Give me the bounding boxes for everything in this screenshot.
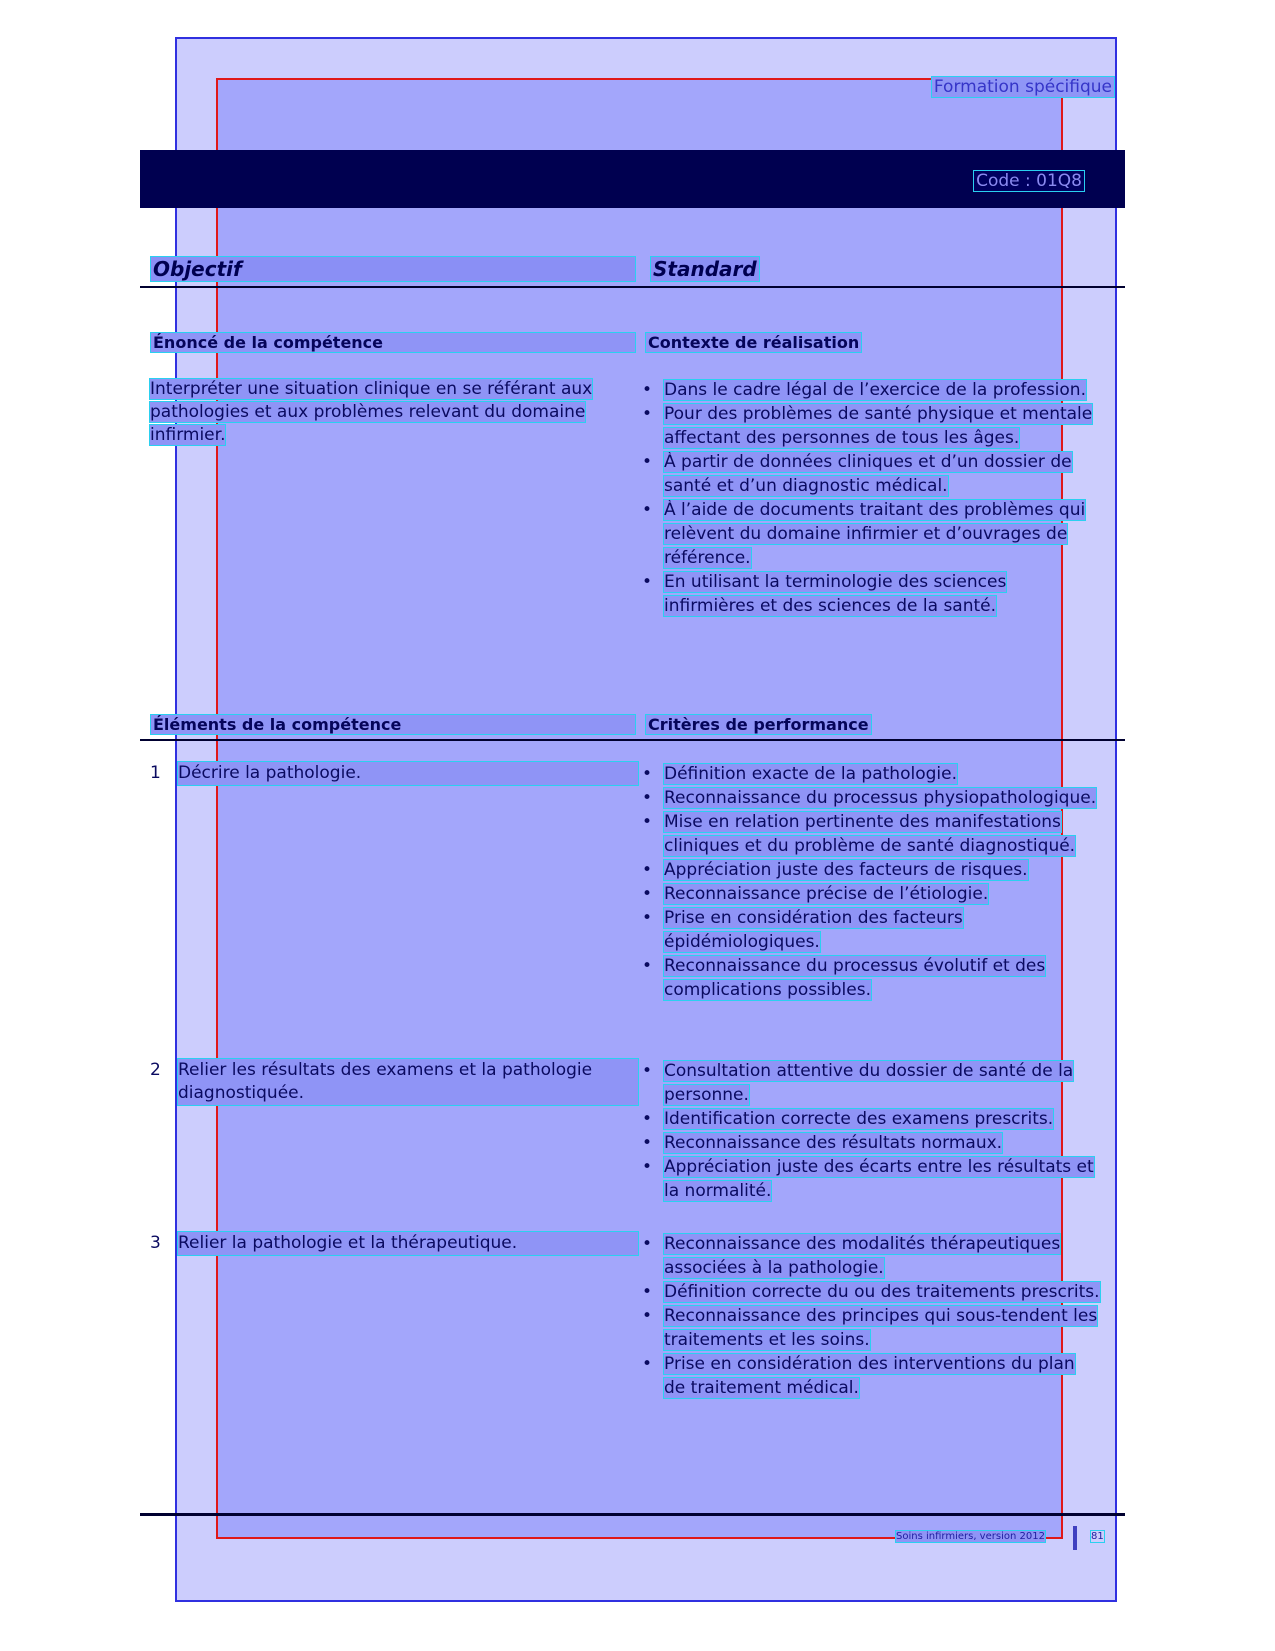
element-text: Relier les résultats des examens et la pathologie diagnostiquée. [178,1059,638,1105]
list-item: • Prise en considération des facteurs épidémiologiques. [640,906,1100,954]
footer-separator [1073,1526,1077,1550]
context-list [640,378,1100,618]
statement-line: Interpréter une situation clinique en se référant aux [150,379,593,399]
element-number: 1 [150,763,161,783]
list-item: • Définition exacte de la pathologie. [640,762,1100,786]
element-number: 2 [150,1060,161,1080]
list-item: • Mise en relation pertinente des manifestations cliniques et du problème de santé diagnostiqué. [640,810,1100,858]
criteria-list [640,1059,1100,1203]
list-item: • Reconnaissance du processus évolutif et des complications possibles. [640,954,1100,1002]
list-item: • Définition correcte du ou des traitements prescrits. [640,1280,1100,1304]
column-title-standard: Standard [650,256,760,282]
list-item: • Prise en considération des interventions du plan de traitement médical. [640,1352,1100,1400]
page-number: 81 [1091,1531,1104,1542]
list-item: • À partir de données cliniques et d’un dossier de santé et d’un diagnostic médical. [640,450,1100,498]
footer-doc-title: Soins infirmiers, version 2012 [896,1531,1045,1542]
list-item: • Appréciation juste des facteurs de risques. [640,858,1100,882]
element-row [150,1059,640,1107]
list-item: • Consultation attentive du dossier de santé de la personne. [640,1059,1100,1107]
contexte-heading: Contexte de réalisation [645,332,862,353]
list-item: • Dans le cadre légal de l’exercice de la profession. [640,378,1100,402]
statement-line: infirmier. [150,425,226,445]
competence-statement [150,378,640,447]
list-item: • En utilisant la terminologie des sciences infirmières et des sciences de la santé. [640,570,1100,618]
list-item: • À l’aide de documents traitant des problèmes qui relèvent du domaine infirmier et d’ouvrages de référence. [640,498,1100,570]
running-title: Formation spécifique [931,76,1115,98]
list-item: • Appréciation juste des écarts entre les résultats et la normalité. [640,1155,1100,1203]
elements-heading: Éléments de la compétence [150,714,636,735]
element-text: Décrire la pathologie. [178,762,638,785]
list-item: • Reconnaissance précise de l’étiologie. [640,882,1100,906]
list-item: • Identification correcte des examens prescrits. [640,1107,1100,1131]
element-row [150,1232,640,1256]
element-row [150,762,640,786]
criteria-list [640,762,1100,1002]
criteria-list [640,1232,1100,1400]
statement-line: pathologies et aux problèmes relevant du domaine [150,402,586,422]
list-item: • Reconnaissance des modalités thérapeutiques associées à la pathologie. [640,1232,1100,1280]
element-text: Relier la pathologie et la thérapeutique. [178,1232,638,1255]
program-code: Code : 01Q8 [973,170,1085,192]
list-item: • Pour des problèmes de santé physique et mentale affectant des personnes de tous les âges. [640,402,1100,450]
section-divider [140,739,1125,741]
footer-divider [140,1513,1125,1516]
list-item: • Reconnaissance des résultats normaux. [640,1131,1100,1155]
criteres-heading: Critères de performance [645,714,872,735]
column-title-objectif: Objectif [150,256,636,282]
element-number: 3 [150,1233,161,1253]
list-item: • Reconnaissance du processus physiopathologique. [640,786,1100,810]
list-item: • Reconnaissance des principes qui sous-tendent les traitements et les soins. [640,1304,1100,1352]
title-divider [140,286,1125,288]
enonce-heading: Énoncé de la compétence [150,332,636,353]
